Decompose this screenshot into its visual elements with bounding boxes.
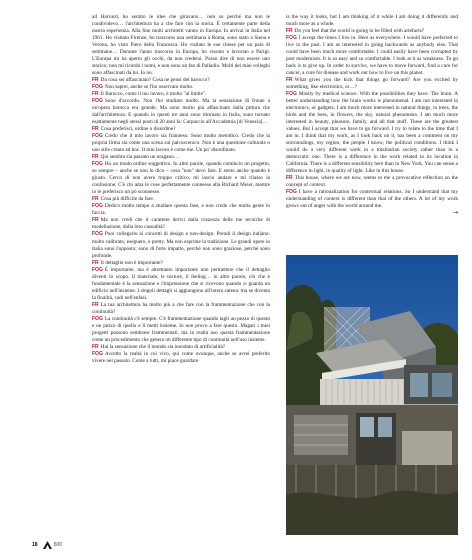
- speaker-tag: FOG: [92, 266, 103, 273]
- paragraph: [92, 217, 270, 231]
- paragraph-text: What gives you the kick that things go forward? Are you excited by something, like electronics, or…?: [286, 77, 458, 91]
- speaker-tag: FOG: [92, 231, 103, 238]
- paragraph-text: È importante, ma è altrettanto importante non permettere che il dettaglio diventi lo scopo. Il materiale, le texture, il feeling… in altre parole, ciò che è fondamentale è la sensazione e l'impressione che si ricevono quando si guarda un edificio nell'insieme. I singoli dettagli si aggiungono all'intera catena: ma se diventa la finalità, cadi nell'enfasi.: [92, 266, 270, 301]
- paragraph: [92, 154, 270, 161]
- paragraph: [92, 77, 270, 84]
- speaker-tag: FR: [92, 77, 99, 84]
- paragraph: [92, 260, 270, 267]
- speaker-tag: FR: [92, 91, 99, 98]
- right-column-text: [286, 14, 458, 210]
- continue-arrow: →: [452, 209, 458, 217]
- paragraph: [92, 267, 270, 302]
- speaker-tag: FOG: [286, 35, 297, 42]
- paragraph-text: Sono d'accordo. Non l'ho studiato molto. Ma la sensazione di fronte a un'opera barocca era grande. Ma sono molto più affascinato dalla pittura che dall'architettura. E quando in questi tre anni sono ritornato in Italia, sono tornato esattamente negli stessi posti di 20 anni fa: Carpaccio all'Accademia [di Venezia]…: [92, 98, 270, 126]
- paragraph-text: is the way it looks, but I am thinking of it while I am doing it differently and much more as a whole.: [286, 14, 458, 28]
- speaker-tag: FOG: [92, 84, 103, 91]
- paragraph-text: Il Barocco, come il tuo lavoro, è molto "al limite".: [100, 91, 207, 98]
- paragraph: [286, 35, 458, 77]
- paragraph: [286, 28, 458, 35]
- paragraph: [92, 98, 270, 126]
- paragraph-text: La continuità c'è sempre. C'è frammentazione quando tagli un pezzo di questo e un pezzo di quello e li metti insieme. Io non provo a fare questo. Magari i miei progetti possono sembrare frammentati, ma in realtà uso questa frammentazione come un procedimento che genera un differente tipo di continuità nell'uso insieme.: [92, 315, 270, 343]
- speaker-tag: FR: [286, 77, 293, 84]
- paragraph: [286, 77, 458, 91]
- paragraph-text: Accetto la realtà in cui vivo, qui come ovunque, anche se avrei preferito vivere nel passato. Come a tutti, mi piace guardare: [92, 350, 270, 364]
- paragraph: [286, 189, 458, 210]
- paragraph-text: Hai la sensazione che il mondo sia inondato di artificialità?: [100, 343, 226, 350]
- speaker-tag: FOG: [92, 98, 103, 105]
- page-number: 18: [32, 542, 38, 548]
- speaker-tag: FR: [92, 154, 99, 161]
- paragraph-text: I have a rationalization for contextual relations. So I understand that my understanding of context is different than that of the others. A lot of my work grows out of anger with the world around me.: [286, 189, 458, 210]
- paragraph: [92, 351, 270, 365]
- paragraph: [286, 91, 458, 175]
- speaker-tag: FOG: [286, 91, 297, 98]
- speaker-tag: FR: [286, 28, 293, 35]
- speaker-tag: FR: [92, 301, 99, 308]
- paragraph-text: Da cosa sei affascinato? Cosa ne pensi del barocco?: [100, 77, 210, 84]
- speaker-tag: FR: [92, 343, 99, 350]
- paragraph-text: La tua architettura ha molto più a che fare con la frammentazione che con la continuità?: [92, 301, 270, 315]
- paragraph-text: Il dettaglio non è importante?: [100, 259, 163, 266]
- paragraph-text: Puoi collegarlo ai concetti di design e non-design. Prendi il design italiano: molto calibrato, eseguero, e pretty. Ma non esprime la tradizione. Le grandi opere in Italia sono l'opposto; sono di forte impatto, perché non sono graziose, perché sono profonde.: [92, 231, 270, 259]
- paragraph: [286, 175, 458, 189]
- speaker-tag: FR: [92, 217, 99, 224]
- right-column: [286, 14, 458, 216]
- paragraph: [92, 84, 270, 91]
- paragraph: [286, 14, 458, 28]
- speaker-tag: FR: [286, 175, 293, 182]
- paragraph: [92, 14, 270, 77]
- paragraph-text: Do you feel that the world is going to be filled with artefacts?: [294, 28, 425, 35]
- paragraph: [92, 203, 270, 217]
- speaker-tag: FR: [92, 259, 99, 266]
- paragraph-text: Credo che il mio lavoro sia frainteso. Sono molto metodico. Credo che la propria firma sia come una scena sul palcoscenico. Non è una questione culturale o uno stile creato ad hoc. Il mio lavoro è come me. Un po' disordinato.: [92, 133, 270, 154]
- speaker-tag: FOG: [92, 161, 103, 168]
- speaker-tag: FOG: [92, 315, 103, 322]
- house-photo: [286, 255, 458, 535]
- paragraph-text: Ma non credi che il carattere derivi dalla rozzezza delle tue tecniche di modellazione, dalla loro casualità?: [92, 217, 270, 231]
- paragraph-text: Qui sembra sia passato un uragano…: [100, 154, 179, 161]
- left-column: [92, 14, 270, 365]
- speaker-tag: FOG: [286, 189, 297, 196]
- paragraph-text: Cosa più difficile da fare.: [100, 196, 155, 203]
- paragraph: [92, 161, 270, 196]
- speaker-tag: FOG: [92, 203, 103, 210]
- page-footer: [32, 540, 62, 550]
- speaker-tag: FOG: [92, 133, 103, 140]
- magazine-logo-icon: [43, 541, 52, 549]
- paragraph: [92, 133, 270, 154]
- speaker-tag: FOG: [92, 350, 103, 357]
- paragraph-text: I accept the times I live in. Here as everywhere. I would have preferred to live in the past. I am as interested in going backwards as anybody else. That could have been much more comfortable. I could easily have been corrupted by post modernism. It is so easy and so comfortable. I look at it as weakness. To go back is to give up. In order to survive, we have to move forward, find a cure for cancer, a cure for disease and work out how to live on this planet.: [286, 35, 458, 77]
- paragraph: [92, 316, 270, 344]
- paragraph: [92, 344, 270, 351]
- paragraph-text: Mostly by medical science. With the possibilities they have. The brain. A better understanding how the brain works is phenomenal. I am not interested in electronics, or gadgets. I am much more interested in natural things, in trees, the birds and the bees, in flowers, the sky, natural phenomena. I am much more interested in beauty, pleasure, family, and all that stuff. These are the greatest values. But I accept that we have to go forward. I try to relate to the time that I am in. I think that my work, as I look back on it, has been a comment on my surroundings, my region, the people I know, the political conditions. I think I would do a very different work in a totalitarian society rather than in a democratic one. There is a difference in the work related to its location in California. There is a different sensibility here than in New York. You can sense a difference in light, in quality of light. Like in this house.: [286, 91, 458, 175]
- paragraph: [92, 231, 270, 259]
- paragraph: [92, 302, 270, 316]
- paragraph-text: Ho un modo ordine soggettivo. In altre parole, quando comincio un progetto, so sempre – anche se non lo dico – cosa "non" devo fare. E sento anche quando è giusto. Cerco di non avere troppo critico, mi lascio andare e mi rilasso la confusione: C'è chi ama le cose perfettamente connesse alla Richard Meier, mentre io le preferisco un pò sconnesse.: [92, 161, 270, 196]
- paragraph-text: Cosa preferisci, ordine o disordine?: [100, 126, 176, 133]
- paragraph-text: Non saprei, anche se l'ho osservato molto.: [104, 84, 194, 91]
- paragraph-text: Dedico molto tempo a studiare questa fase, e non credo che molta gente lo faccia.: [92, 203, 270, 217]
- speaker-tag: FR: [92, 126, 99, 133]
- speaker-tag: FR: [92, 196, 99, 203]
- paragraph-text: ad Harvard, ho sentito le idee che giravano… non so perché ma non le condividevo… l'architettura ha a che fare con la storia. È certamente parte della nostra esperienza. Alla fine molti architetti vanno in Europa. Io arrivai in Italia nel 1961. Ho visitato Firenze, ho trascorso una settimana a Roma, sono stato a Siena e Verona, ho visto Piero della Francesca. Ho visitato le sue chiese per un paio di settimane… Durante l'anno trascorso in Europa, ho vissuto e lavorato a Parigi. L'Europa mi ha aperto gli occhi, da non credersi. Posso dire di non essere uno storico; non mi ricordo i nomi, e non sono un fan di Palladio. Molti dei miei colleghi sono affascinati da lui. Io no.: [92, 14, 270, 77]
- issue-number: 500: [53, 542, 62, 548]
- paragraph-text: This house, where we are now, seems to me a provocative reflection on the concept of context.: [286, 175, 458, 189]
